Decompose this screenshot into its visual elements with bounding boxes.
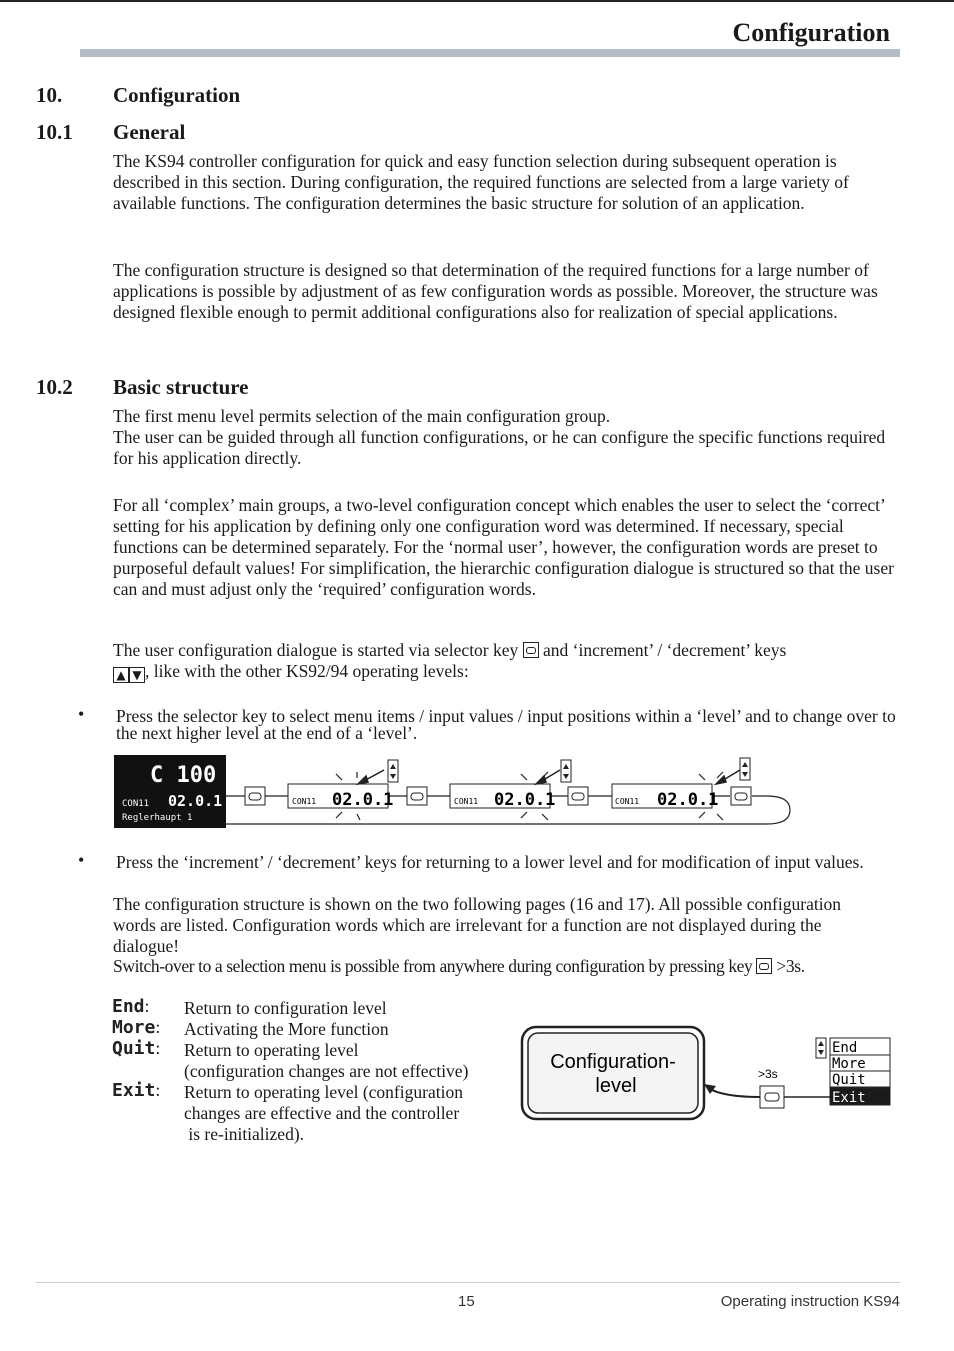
para3-end: , like with the other KS92/94 operating levels: [145,661,469,681]
step-3-label: CON11 [615,797,640,806]
step-2-value: 02.0.1 [494,790,556,810]
command-end-key: End: [112,996,150,1017]
display-big-value: C 100 [150,763,217,788]
menu-item-end: End [832,1040,858,1056]
selector-key-icon [568,787,588,805]
basic-structure-paragraph-1 [113,406,903,469]
configuration-level-figure [518,1024,896,1124]
up-down-key-icon [388,760,398,782]
step-2-label: CON11 [454,797,479,806]
bullet-dot: • [78,704,85,724]
bullet-2-text: Press the ‘increment’ / ‘decrement’ keys for returning to a lower level and for modification of input values. [116,852,864,872]
general-paragraph-2: The configuration structure is designed so that determination of the required functions for a large number of applications is possible by adjustment of as few configuration words as possible. Moreover, the structure was designed flexible enough to permit additional configurations also for realization of special applications. [113,260,878,322]
menu-list [830,1038,890,1106]
step-1-value: 02.0.1 [332,790,394,810]
page-number: 15 [458,1293,475,1310]
section-10-1-number: 10.1 [36,120,73,144]
menu-item-exit-selected: Exit [832,1090,866,1106]
command-quit-desc: Return to operating level (configuration changes are not effective) [184,1040,469,1081]
basic-structure-paragraph-2: For all ‘complex’ main groups, a two-level configuration concept which enables the user to select the ‘correct’ setting for his application by defining only one configuration word was determined. If necessary, special functions can be determined separately. For the ‘normal user’, however, the configuration words are preset to purposeful default values! For simplification, the hierarchic configuration dialogue is structured so that the user can and must adjust only the ‘required’ configuration words. [113,495,894,599]
structure-note: The configuration structure is shown on the two following pages (16 and 17). All possible configuration words are listed. Configuration words which are irrelevant for a function are not displayed during the dialogue! [113,894,842,956]
section-10-1-title: General [113,120,186,144]
page-header-title: Configuration [732,18,890,47]
step-3-value: 02.0.1 [657,790,719,810]
command-more-key: More: [112,1017,161,1038]
command-exit-key: Exit: [112,1080,161,1101]
bullet-dot: • [78,850,85,870]
menu-item-quit: Quit [832,1072,866,1088]
document-title: Operating instruction KS94 [720,1293,900,1310]
top-rule [0,0,954,2]
box-line-1: Configuration- [550,1051,676,1073]
para3-before: The user configuration dialogue is started via selector key [113,640,519,660]
menu-item-more: More [832,1056,866,1072]
general-paragraph-1: The KS94 controller configuration for quick and easy function selection during subsequent operation is described in this section. During configuration, the required functions are selected from a large variety of available functions. The configuration determines the basic structure for solution of an application. [113,151,849,213]
display-label: CON11 [122,799,150,809]
step-display-1 [288,784,393,810]
hold-label: >3s [758,1067,778,1081]
box-line-2: level [595,1075,637,1097]
bullet-1-text: Press the selector key to select menu items / input values / input positions within a ‘level’ and to change over to the next higher level at the end of a ‘level’. [116,706,896,743]
switch-over-note [113,956,903,977]
basic-structure-line-1: The first menu level permits selection of the main configuration group. [113,406,611,426]
section-10-2-title: Basic structure [113,375,249,399]
step-display-3 [612,784,718,810]
decrement-key-icon: ▼ [129,667,145,683]
header-bar [80,49,900,57]
footer-rule [36,1282,900,1283]
up-down-key-icon [816,1038,826,1058]
step-display-2 [450,784,555,810]
switch-over-after: >3s. [776,956,805,976]
section-10-title: Configuration [113,83,241,107]
up-down-key-icon [561,760,571,782]
selector-sequence-figure [112,752,802,832]
selector-key-icon [756,958,772,974]
selector-key-icon [760,1086,784,1108]
command-end-desc: Return to configuration level [184,998,387,1018]
step-1-label: CON11 [292,797,317,806]
command-more-desc: Activating the More function [184,1019,389,1039]
command-quit-key: Quit: [112,1038,161,1059]
section-10-number: 10. [36,83,63,107]
switch-over-before: Switch-over to a selection menu is possible from anywhere during configuration by pressing key [113,956,753,976]
selector-key-icon [731,787,751,805]
up-down-key-icon [740,758,750,780]
increment-key-icon: ▲ [113,667,129,683]
para3-after: and ‘increment’ / ‘decrement’ keys [543,640,787,660]
selector-key-icon [245,787,265,805]
selector-key-icon [523,642,539,658]
basic-structure-line-2: The user can be guided through all function configurations, or he can configure the specific functions required for his application directly. [113,427,886,468]
selector-key-icon [407,787,427,805]
display-sub: Reglerhaupt 1 [122,813,193,823]
display-value: 02.0.1 [168,792,223,810]
section-10-2-number: 10.2 [36,375,73,399]
basic-structure-paragraph-3 [113,640,903,683]
command-exit-desc: Return to operating level (configuration changes are effective and the controller is re-initialized). [184,1082,463,1144]
